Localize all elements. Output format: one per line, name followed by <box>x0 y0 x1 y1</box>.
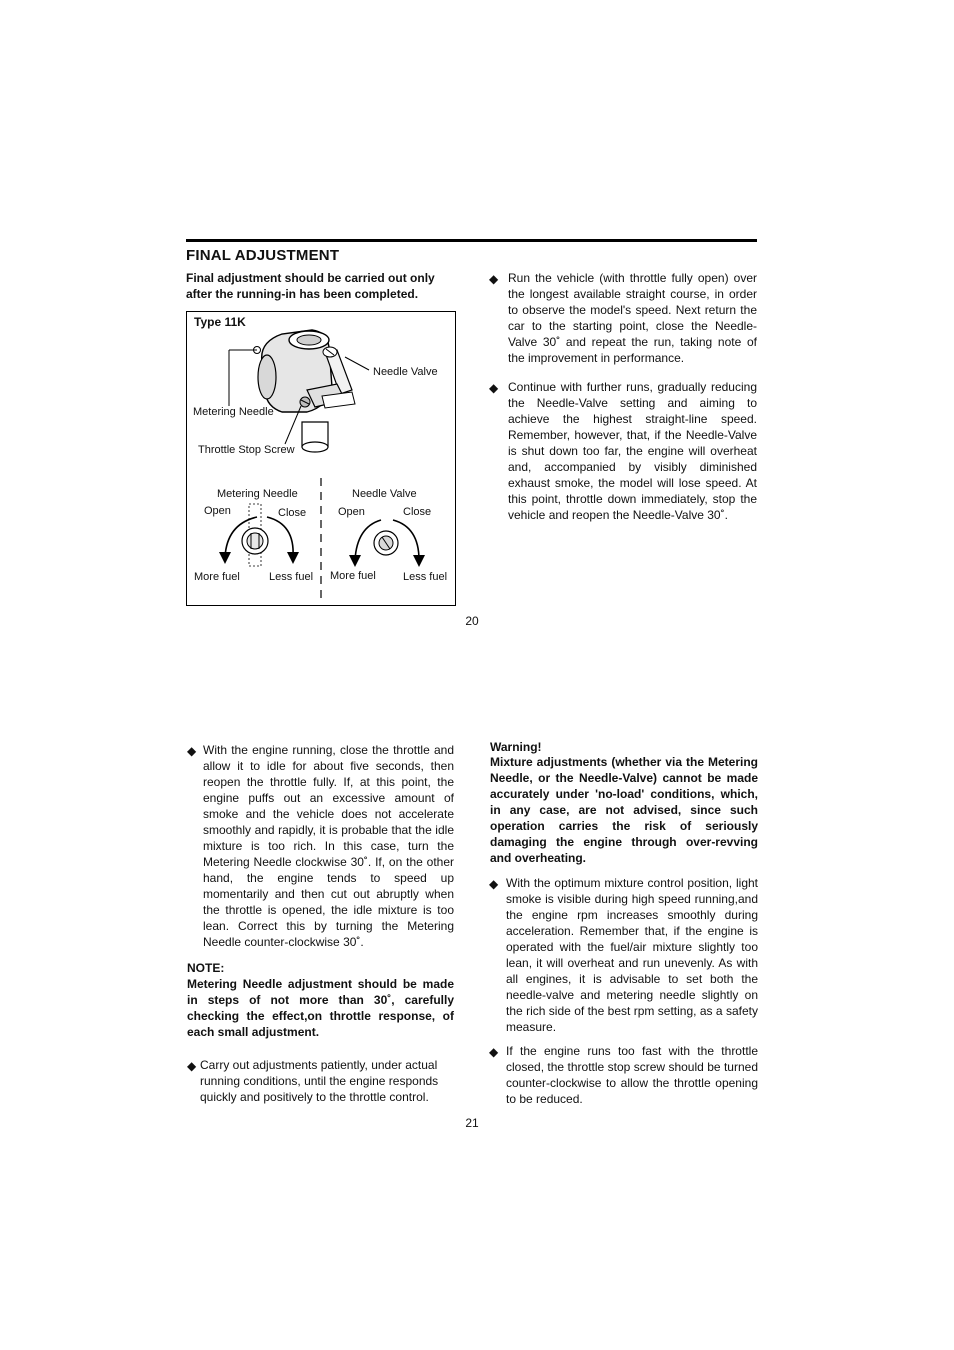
bullet-icon: ◆ <box>489 877 499 891</box>
carburettor-illustration <box>187 312 455 605</box>
left-dial-more-fuel: More fuel <box>194 571 240 583</box>
note-heading: NOTE: <box>187 961 225 975</box>
p21-right-bullet-1: With the optimum mixture control position, light smoke is visible during high speed running,and the engine rpm increases smoothly during acceleration. Remember that, if the engine is operated with the fuel/air mixture slightly too lean, it will overheat and run unevenly. As with all engines, it is advisable to set both the needle-valve and metering needle slightly on the rich side of the best rpm setting, as a safety measure. <box>506 876 758 1034</box>
p21-right-bullet-2: If the engine runs too fast with the throttle closed, the throttle stop screw should be turned counter-clockwise to allow the throttle opening to be reduced. <box>506 1044 758 1106</box>
bullet-icon: ◆ <box>489 381 499 395</box>
left-dial-close: Close <box>278 507 307 519</box>
p20-bullet-1: Run the vehicle (with throttle fully open) over the longest available straight course, in order to observe the model's speed. Next return the car to the starting point, close the Needle-Valve 30˚ and repeat the run, taking note of the improvement in performance. <box>508 271 757 365</box>
bullet-icon: ◆ <box>489 272 499 286</box>
left-dial-less-fuel: Less fuel <box>269 571 314 583</box>
right-dial-title: Needle Valve <box>352 488 417 500</box>
right-dial-close: Close <box>403 506 432 518</box>
section-top-rule <box>186 239 757 242</box>
right-dial-open: Open <box>338 506 365 518</box>
right-dial-less-fuel: Less fuel <box>403 571 448 583</box>
bullet-icon: ◆ <box>187 1059 197 1073</box>
bullet-icon: ◆ <box>187 744 197 758</box>
needle-valve-callout: Needle Valve <box>373 366 438 378</box>
p20-bullet-2: Continue with further runs, gradually reducing the Needle-Valve setting and aiming to achieve the highest straight-line speed. Remember, however, that, if the Needle-Valve is shut down too far, the engine will overheat and, accompanied by visibly diminished exhaust smoke, the model will lose speed. At this point, throttle down immediately, stop the vehicle and reopen the Needle-Valve 30˚. <box>508 380 757 522</box>
left-dial-open: Open <box>204 505 231 517</box>
warning-heading: Warning! <box>490 740 542 754</box>
right-dial-more-fuel: More fuel <box>330 570 376 582</box>
section-title: FINAL ADJUSTMENT <box>186 247 340 264</box>
note-body: Metering Needle adjustment should be made in steps of not more than 30˚, carefully checking the effect,on throttle response, of each small adjustment. <box>187 977 454 1039</box>
left-dial-title: Metering Needle <box>217 488 298 500</box>
p21-left-bullet-2: Carry out adjustments patiently, under actual running conditions, until the engine responds quickly and positively to the throttle control. <box>200 1058 439 1104</box>
warning-body: Mixture adjustments (whether via the Metering Needle, or the Needle-Valve) cannot be made accurately under 'no-load' conditions, which, in any case, are not advised, since such operation carries the risk of seriously damaging the engine through over-revving and overheating. <box>490 755 758 865</box>
figure-type-label: Type 11K <box>194 315 246 329</box>
metering-needle-callout: Metering Needle <box>193 406 274 418</box>
page-number-21: 21 <box>465 1116 479 1130</box>
figure-box <box>186 311 456 606</box>
p21-left-bullet-1: With the engine running, close the throttle and allow it to idle for about five seconds, then reopen the throttle fully. If, at this point, the engine puffs out an excessive amount of smoke and the vehicle does not accelerate smoothly and rapidly, it is probable that the idle mixture is too rich. In this case, turn the Metering Needle clockwise 30˚. If, on the other hand, the engine tends to speed up momentarily and then cut out abruptly when the throttle is opened, the idle mixture is too lean. Correct this by turning the Metering Needle counter-clockwise 30˚. <box>203 743 454 949</box>
intro-text: Final adjustment should be carried out only after the running-in has been completed. <box>186 271 435 301</box>
bullet-icon: ◆ <box>489 1045 499 1059</box>
throttle-stop-screw-callout: Throttle Stop Screw <box>198 444 295 456</box>
page-number-20: 20 <box>465 614 479 628</box>
